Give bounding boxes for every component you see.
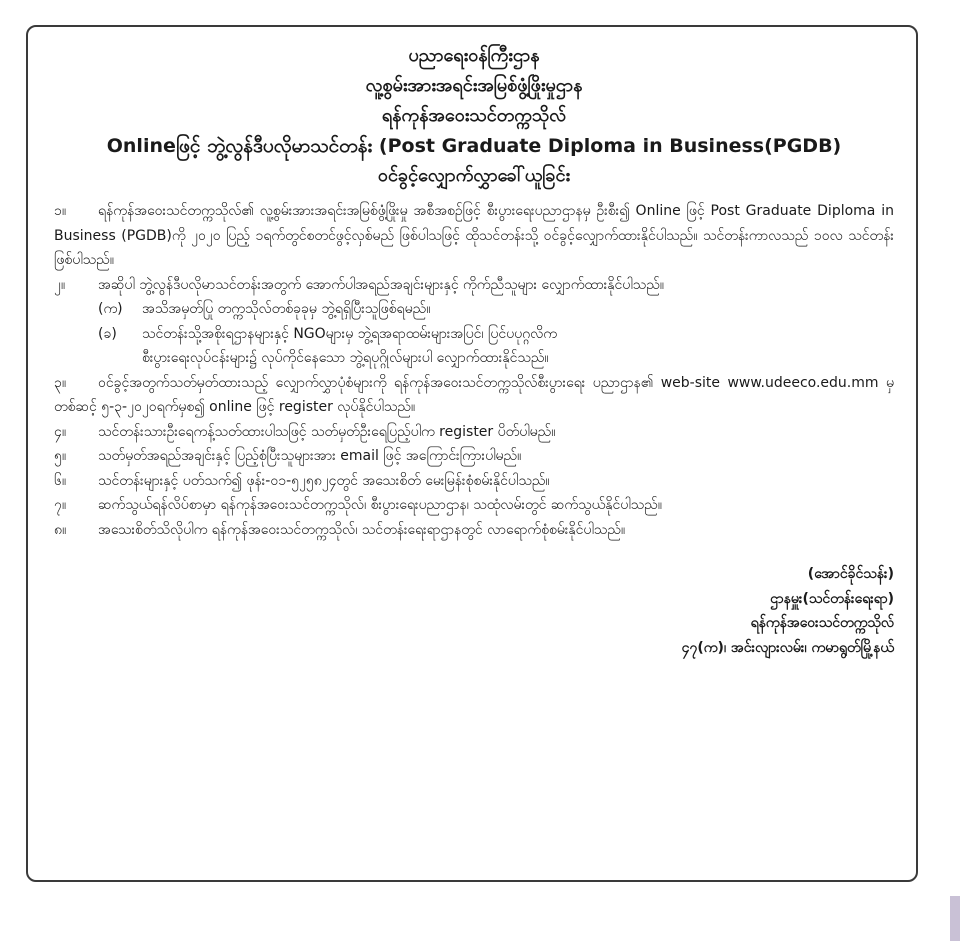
paragraph-5 bbox=[54, 444, 894, 469]
paragraph-number: ၄။ bbox=[54, 423, 67, 440]
sub-item-continuation: စီးပွားရေးလုပ်ငန်းများ၌ လုပ်ကိုင်နေသော ဘွဲ့ရပုဂ္ဂိုလ်များပါ လျှောက်ထားနိုင်သည်။ bbox=[142, 350, 549, 366]
signatory-name: (အောင်ခိုင်သန်း) bbox=[807, 566, 894, 582]
paragraph-number: ၆။ bbox=[54, 472, 67, 489]
university-title: ရန်ကုန်အဝေးသင်တက္ကသိုလ် bbox=[381, 105, 567, 126]
sub-item-text: အသိအမှတ်ပြု တက္ကသိုလ်တစ်ခုခုမှ ဘွဲ့ရရှိပြီးသူဖြစ်ရမည်။ bbox=[142, 301, 431, 317]
paragraph-6 bbox=[54, 469, 894, 494]
edge-tab bbox=[950, 896, 960, 941]
paragraph-number: ၅။ bbox=[54, 448, 67, 464]
paragraph-text: သင်တန်းများနှင့် ပတ်သက်၍ ဖုန်း-၀၁-၅၂၅၈၂၄တွင် အသေးစိတ် မေးမြန်းစုံစမ်းနိုင်ပါသည်။ bbox=[98, 472, 550, 489]
signatory-organization: ရန်ကုန်အဝေးသင်တက္ကသိုလ် bbox=[750, 615, 894, 631]
paragraph-number: ၃။ bbox=[54, 374, 67, 391]
notice-body bbox=[54, 199, 894, 542]
paragraph-number: ၁။ bbox=[54, 203, 67, 219]
signatory-address: ၄၇(က)၊ အင်းလျားလမ်း၊ ကမာရွတ်မြို့နယ် bbox=[681, 639, 894, 656]
paragraph-number: ၈။ bbox=[54, 521, 67, 538]
signatory-title: ဌာနမှူး(သင်တန်းရေးရာ) bbox=[770, 590, 894, 607]
sub-item-kha bbox=[54, 322, 894, 371]
notice-subject: ဝင်ခွင့်လျှောက်လွှာခေါ်ယူခြင်း bbox=[377, 165, 571, 186]
signature-block bbox=[54, 562, 894, 660]
sub-item-ka bbox=[54, 297, 894, 322]
paragraph-text: သတ်မှတ်အရည်အချင်းနှင့် ပြည့်စုံပြီးသူများအား email ဖြင့် အကြောင်းကြားပါမည်။ bbox=[98, 448, 522, 464]
notice-header bbox=[54, 41, 894, 191]
sub-item-number: (ခ) bbox=[98, 325, 117, 342]
paragraph-text: ဝင်ခွင့်အတွက်သတ်မှတ်ထားသည့် လျှောက်လွှာပုံစံများကို ရန်ကုန်အဝေးသင်တက္ကသိုလ်စီးပွားရေး ပညာဌာန၏ web-site www.udeeco.edu.mm မှတစ်ဆင့် ၅-၃-၂၀၂၀ရက်မှစ၍ online ဖြင့် register လုပ်နိုင်ပါသည်။ bbox=[54, 374, 894, 415]
paragraph-number: ၇။ bbox=[54, 497, 67, 513]
sub-item-number: (က) bbox=[98, 301, 123, 317]
paragraph-text: သင်တန်းသားဦးရေကန့်သတ်ထားပါသဖြင့် သတ်မှတ်ဦးရေပြည့်ပါက register ပိတ်ပါမည်။ bbox=[98, 423, 556, 440]
paragraph-8 bbox=[54, 518, 894, 543]
paragraph-text: ဆက်သွယ်ရန်လိပ်စာမှာ ရန်ကုန်အဝေးသင်တက္ကသိုလ်၊ စီးပွားရေးပညာဌာန၊ သထုံလမ်းတွင် ဆက်သွယ်နိုင်ပါသည်။ bbox=[98, 497, 662, 513]
paragraph-1 bbox=[54, 199, 894, 273]
paragraph-4 bbox=[54, 420, 894, 445]
paragraph-text: ရန်ကုန်အဝေးသင်တက္ကသိုလ်၏ လူ့စွမ်းအားအရင်းအမြစ်ဖွံ့ဖြိုးမှု အစီအစဉ်ဖြင့် စီးပွားရေးပညာဌာနမှ ဦးစီး၍ Online ဖြင့် Post Graduate Diploma in Business (PGDB)ကို ၂၀၂၀ ပြည့် ၁ရက်တွင်စတင်ဖွင့်လှစ်မည် ဖြစ်ပါသဖြင့် ထိုသင်တန်းသို့ ဝင်ခွင့်လျှောက်ထားနိုင်ပါသည်။ သင်တန်းကာလသည် ၁၀လ သင်တန်းဖြစ်ပါသည်။ bbox=[54, 203, 894, 268]
ministry-title: ပညာရေးဝန်ကြီးဌာန bbox=[408, 45, 540, 66]
course-title: Onlineဖြင့် ဘွဲ့လွန်ဒီပလိုမာသင်တန်း (Post Graduate Diploma in Business(PGDB) bbox=[106, 135, 842, 157]
department-title: လူ့စွမ်းအားအရင်းအမြစ်ဖွံ့ဖြိုးမှုဌာန bbox=[365, 75, 583, 96]
paragraph-3 bbox=[54, 371, 894, 420]
paragraph-2 bbox=[54, 273, 894, 298]
paragraph-text: အဆိုပါ ဘွဲ့လွန်ဒီပလိုမာသင်တန်းအတွက် အောက်ပါအရည်အချင်းများနှင့် ကိုက်ညီသူများ လျှောက်ထားနိုင်ပါသည်။ bbox=[98, 276, 664, 293]
sub-item-text: သင်တန်းသို့အစိုးရဌာနများနှင့် NGOများမှ ဘွဲ့ရအရာထမ်းများအပြင်၊ ပြင်ပပုဂ္ဂလိက bbox=[142, 325, 557, 342]
paragraph-text: အသေးစိတ်သိလိုပါက ရန်ကုန်အဝေးသင်တက္ကသိုလ်၊ သင်တန်းရေးရာဌာနတွင် လာရောက်စုံစမ်းနိုင်ပါသည်။ bbox=[98, 521, 626, 538]
paragraph-number: ၂။ bbox=[54, 276, 66, 293]
paragraph-7 bbox=[54, 493, 894, 518]
announcement-notice bbox=[26, 25, 918, 882]
